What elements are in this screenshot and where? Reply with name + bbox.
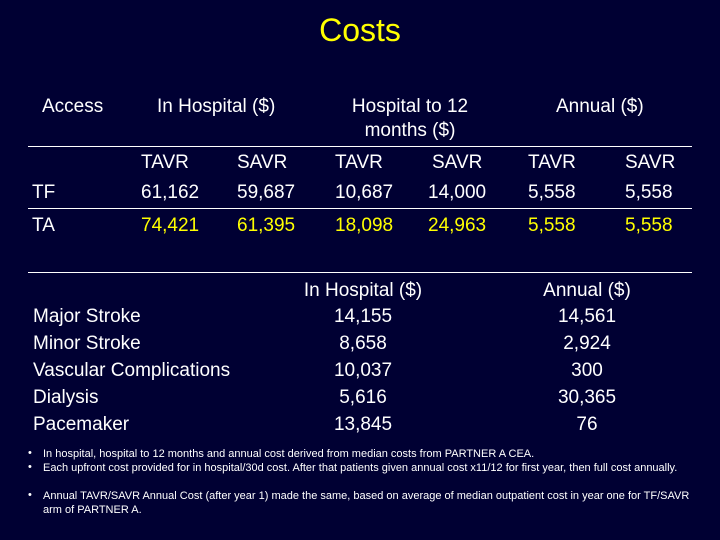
row-label-tf: TF (32, 182, 56, 203)
complication-label: Vascular Complications (33, 360, 231, 381)
table-cell: 10,687 (335, 182, 394, 203)
subheader-savr: SAVR (237, 152, 288, 173)
table-cell: 14,000 (428, 182, 487, 203)
row-divider (28, 208, 692, 209)
table2-top-rule (28, 272, 692, 273)
table-cell: 61,162 (141, 182, 200, 203)
footnote: Each upfront cost provided for in hospital/30d cost. After that patients given annual cost x11/12 for first year, then full cost annually. (43, 462, 678, 474)
complication-header-annual: Annual ($) (543, 280, 631, 301)
bullet-icon: • (28, 489, 32, 501)
header-hospital-to-12-line2: months ($) (364, 120, 456, 141)
header-in-hospital: In Hospital ($) (157, 96, 276, 117)
row-label-ta: TA (32, 215, 55, 236)
complication-in-hospital: 10,037 (333, 360, 393, 381)
complication-annual: 76 (576, 414, 598, 435)
complication-in-hospital: 13,845 (333, 414, 393, 435)
table-cell: 18,098 (335, 215, 394, 236)
table-cell: 59,687 (237, 182, 296, 203)
header-access: Access (42, 96, 104, 117)
complication-label: Pacemaker (33, 414, 130, 435)
subheader-tavr: TAVR (335, 152, 383, 173)
footnote: Annual TAVR/SAVR Annual Cost (after year 1) made the same, based on average of median outpatient cost in year one for TF/SAVR arm of PARTNER A. (43, 490, 690, 516)
table-cell: 5,558 (625, 215, 673, 236)
table-cell: 5,558 (625, 182, 673, 203)
subheader-savr: SAVR (625, 152, 676, 173)
table-cell: 5,558 (528, 215, 576, 236)
complication-in-hospital: 8,658 (339, 333, 387, 354)
footnote: In hospital, hospital to 12 months and annual cost derived from median costs from PARTNER A CEA. (43, 448, 535, 460)
header-hospital-to-12-line1: Hospital to 12 (351, 96, 469, 117)
complication-label: Major Stroke (33, 306, 141, 327)
bullet-icon: • (28, 461, 32, 473)
table-cell: 74,421 (141, 215, 200, 236)
subheader-savr: SAVR (432, 152, 483, 173)
table-cell: 24,963 (428, 215, 487, 236)
complication-annual: 300 (571, 360, 603, 381)
complication-label: Dialysis (33, 387, 99, 408)
slide-title: Costs (319, 12, 401, 48)
complication-label: Minor Stroke (33, 333, 141, 354)
header-annual: Annual ($) (556, 96, 644, 117)
table1-header-rule (28, 146, 692, 147)
complication-annual: 30,365 (557, 387, 617, 408)
subheader-tavr: TAVR (141, 152, 189, 173)
complication-in-hospital: 14,155 (333, 306, 393, 327)
table-cell: 5,558 (528, 182, 576, 203)
table-cell: 61,395 (237, 215, 296, 236)
complication-in-hospital: 5,616 (339, 387, 387, 408)
subheader-tavr: TAVR (528, 152, 576, 173)
complication-annual: 14,561 (557, 306, 617, 327)
complication-annual: 2,924 (563, 333, 611, 354)
bullet-icon: • (28, 447, 32, 459)
complication-header-in-hospital: In Hospital ($) (303, 280, 423, 301)
